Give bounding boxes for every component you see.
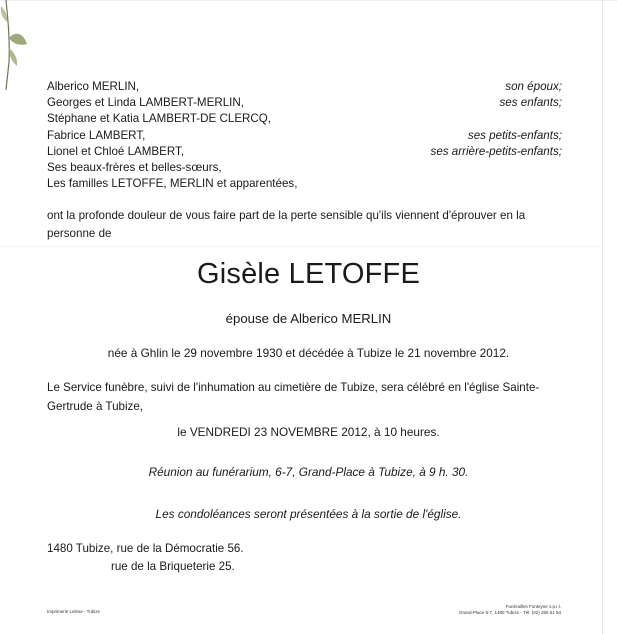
family-row — [47, 79, 562, 95]
birth-death-line: née à Ghlin le 29 novembre 1930 et décédée à Tubize le 21 novembre 2012. — [107, 346, 510, 360]
family-member: Les familles LETOFFE, MERLIN et apparentées, — [47, 177, 298, 191]
page-top-edge — [0, 0, 617, 1]
fold-line — [0, 246, 600, 247]
family-member: Georges et Linda LAMBERT-MERLIN, — [47, 96, 244, 110]
funeral-home-name: Funérailles Fonteyne s.p.r.l. — [505, 604, 561, 609]
family-row — [47, 176, 562, 192]
family-member: Stéphane et Katia LAMBERT-DE CLERCQ, — [47, 112, 272, 126]
flower-branch-icon — [0, 0, 34, 90]
deceased-name: Gisèle LETOFFE — [196, 258, 421, 290]
family-member: Alberico MERLIN, — [47, 80, 140, 93]
family-member: Fabrice LAMBERT, — [47, 128, 146, 142]
funeral-home-credit — [459, 604, 561, 616]
family-row — [47, 95, 562, 111]
gathering-line: Réunion au funérarium, 6-7, Grand-Place à Tubize, à 9 h. 30. — [148, 465, 469, 479]
family-row — [47, 128, 562, 144]
family-row — [47, 160, 562, 176]
funeral-home-address: Grand-Place 6-7, 1480 Tubize - Tél. (02) 355 51 94 — [459, 610, 561, 615]
service-text: Le Service funèbre, suivi de l'inhumation au cimetière de Tubize, sera célébré en l'église Sainte-Gertrude à Tubize, — [47, 381, 540, 413]
family-member: Lionel et Chloé LAMBERT, — [47, 144, 185, 158]
printer-credit: Imprimerie Lelime - Tubize — [47, 609, 101, 614]
family-relation: son époux; — [505, 80, 562, 93]
address-line-1: 1480 Tubize, rue de la Démocratie 56. — [47, 542, 244, 555]
family-list — [47, 79, 562, 192]
spouse-line: épouse de Alberico MERLIN — [225, 311, 392, 326]
family-row — [47, 111, 562, 127]
family-relation: ses arrière-petits-enfants; — [430, 144, 562, 158]
family-relation: ses petits-enfants; — [467, 128, 562, 142]
family-row — [47, 144, 562, 160]
family-relation: ses enfants; — [499, 96, 562, 110]
family-member: Ses beaux-frères et belles-sœurs, — [47, 161, 222, 175]
announcement-text: ont la profonde douleur de vous faire part de la perte sensible qu'ils viennent d'éprouver en la personne de — [47, 209, 526, 240]
service-date: le VENDREDI 23 NOVEMBRE 2012, à 10 heures. — [177, 425, 440, 439]
address-line-2: rue de la Briqueterie 25. — [111, 560, 235, 573]
condolences-line: Les condoléances seront présentées à la sortie de l'église. — [155, 507, 462, 521]
family-address — [47, 540, 244, 576]
